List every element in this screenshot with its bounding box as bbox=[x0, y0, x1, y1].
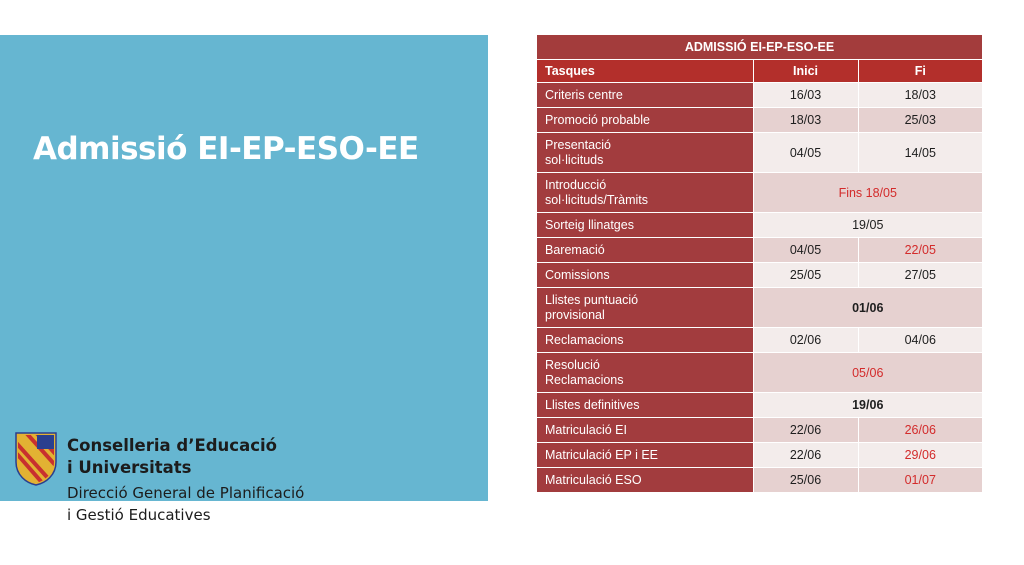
end-cell: 14/05 bbox=[858, 133, 982, 173]
table-row bbox=[537, 393, 982, 418]
table-row bbox=[537, 468, 982, 493]
task-cell bbox=[537, 133, 753, 173]
task-cell: Baremació bbox=[537, 238, 753, 263]
task-cell-line2: provisional bbox=[545, 307, 605, 322]
table-row bbox=[537, 418, 982, 443]
end-cell: 01/07 bbox=[858, 468, 982, 493]
table-row bbox=[537, 83, 982, 108]
dept-name-line2: i Gestió Educatives bbox=[67, 506, 211, 524]
end-cell: 29/06 bbox=[858, 443, 982, 468]
task-cell: Llistes definitives bbox=[537, 393, 753, 418]
task-cell-line2: Reclamacions bbox=[545, 372, 624, 387]
task-cell: Matriculació ESO bbox=[537, 468, 753, 493]
header-start: Inici bbox=[753, 60, 858, 83]
org-name-line2: i Universitats bbox=[67, 458, 192, 477]
start-cell: 04/05 bbox=[753, 238, 858, 263]
start-cell: 04/05 bbox=[753, 133, 858, 173]
org-name-line1: Conselleria d’Educació bbox=[67, 436, 277, 455]
task-cell: Matriculació EI bbox=[537, 418, 753, 443]
header-end: Fi bbox=[858, 60, 982, 83]
task-cell: Criteris centre bbox=[537, 83, 753, 108]
table-title: ADMISSIÓ EI-EP-ESO-EE bbox=[537, 35, 982, 60]
table-row bbox=[537, 288, 982, 328]
start-cell: 22/06 bbox=[753, 418, 858, 443]
start-cell: 02/06 bbox=[753, 328, 858, 353]
table-row bbox=[537, 263, 982, 288]
task-cell-line1: Llistes puntuació bbox=[545, 292, 639, 307]
coat-of-arms-icon bbox=[15, 432, 57, 486]
end-cell: 04/06 bbox=[858, 328, 982, 353]
schedule-table bbox=[537, 35, 982, 493]
table-row bbox=[537, 213, 982, 238]
date-span-cell: 19/06 bbox=[753, 393, 982, 418]
start-cell: 22/06 bbox=[753, 443, 858, 468]
title-panel bbox=[0, 35, 488, 524]
date-span-cell: 01/06 bbox=[753, 288, 982, 328]
date-span-cell: 19/05 bbox=[753, 213, 982, 238]
end-cell: 22/05 bbox=[858, 238, 982, 263]
end-cell: 26/06 bbox=[858, 418, 982, 443]
start-cell: 18/03 bbox=[753, 108, 858, 133]
dept-name-line1: Direcció General de Planificació bbox=[67, 484, 305, 502]
task-cell-line1: Resolució bbox=[545, 357, 600, 372]
table-row bbox=[537, 328, 982, 353]
date-span-cell: 05/06 bbox=[753, 353, 982, 393]
header-task: Tasques bbox=[537, 60, 753, 83]
task-cell: Comissions bbox=[537, 263, 753, 288]
end-cell: 27/05 bbox=[858, 263, 982, 288]
end-cell: 25/03 bbox=[858, 108, 982, 133]
table-header-row bbox=[537, 60, 982, 83]
task-cell: Matriculació EP i EE bbox=[537, 443, 753, 468]
table-row bbox=[537, 173, 982, 213]
task-cell-line1: Presentació bbox=[545, 137, 612, 152]
date-span-cell: Fins 18/05 bbox=[753, 173, 982, 213]
task-cell bbox=[537, 288, 753, 328]
end-cell: 18/03 bbox=[858, 83, 982, 108]
table-row bbox=[537, 443, 982, 468]
start-cell: 25/05 bbox=[753, 263, 858, 288]
start-cell: 25/06 bbox=[753, 468, 858, 493]
schedule-table-wrapper bbox=[537, 35, 982, 493]
task-cell-line2: sol·licituds bbox=[545, 152, 604, 167]
task-cell: Promoció probable bbox=[537, 108, 753, 133]
table-row bbox=[537, 133, 982, 173]
task-cell: Reclamacions bbox=[537, 328, 753, 353]
task-cell: Sorteig llinatges bbox=[537, 213, 753, 238]
table-row bbox=[537, 353, 982, 393]
task-cell bbox=[537, 173, 753, 213]
table-row bbox=[537, 238, 982, 263]
start-cell: 16/03 bbox=[753, 83, 858, 108]
task-cell-line1: Introducció bbox=[545, 177, 607, 192]
task-cell bbox=[537, 353, 753, 393]
task-cell-line2: sol·licituds/Tràmits bbox=[545, 192, 649, 207]
page-title: Admissió EI-EP-ESO-EE bbox=[33, 131, 419, 167]
table-row bbox=[537, 108, 982, 133]
